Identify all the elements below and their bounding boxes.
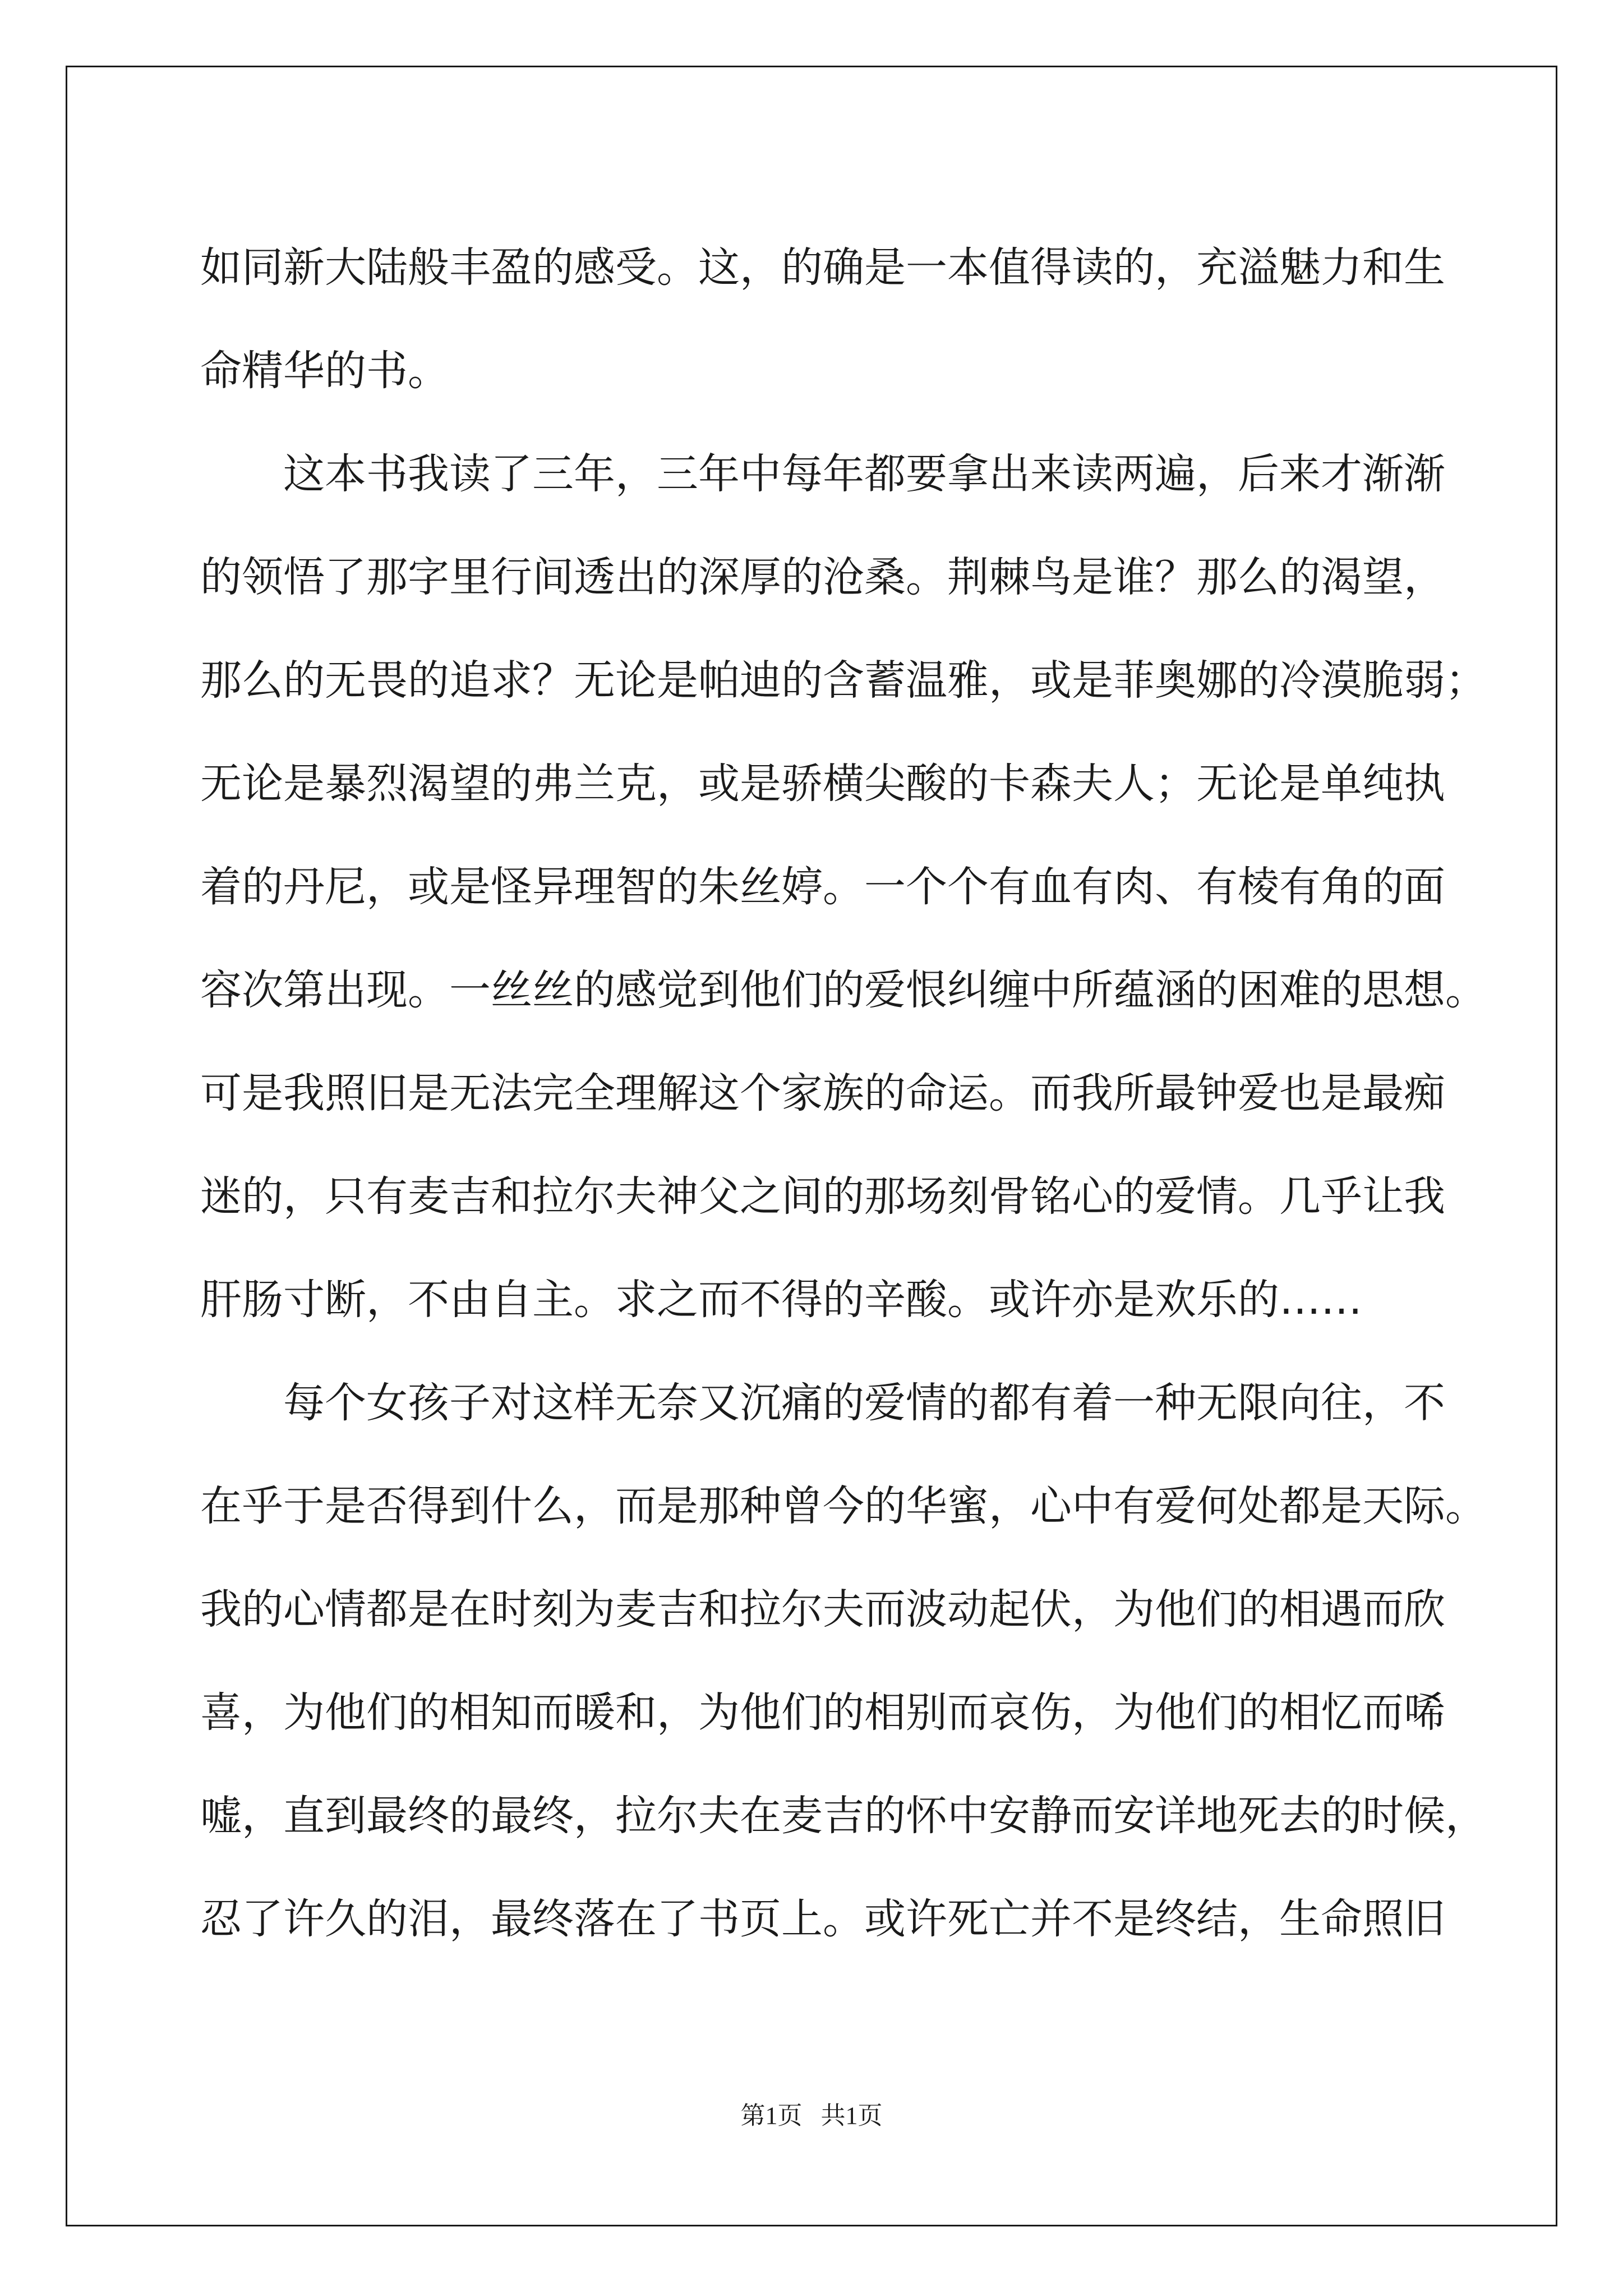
text-line: 嘘，直到最终的最终，拉尔夫在麦吉的怀中安静而安详地死去的时候，: [200, 1792, 1487, 1840]
text-line: 无论是暴烈渴望的弗兰克，或是骄横尖酸的卡森夫人；无论是单纯执: [200, 760, 1445, 808]
text-line: 这本书我读了三年，三年中每年都要拿出来读两遍，后来才渐渐: [283, 450, 1445, 498]
text-line: 迷的，只有麦吉和拉尔夫神父之间的那场刻骨铭心的爱情。几乎让我: [200, 1172, 1445, 1221]
text-line: 容次第出现。一丝丝的感觉到他们的爱恨纠缠中所蕴涵的困难的思想。: [200, 966, 1487, 1014]
text-line: 着的丹尼，或是怪异理智的朱丝婷。一个个有血有肉、有棱有角的面: [200, 863, 1445, 911]
text-line: 命精华的书。: [200, 347, 449, 395]
text-line: 在乎于是否得到什么，而是那种曾今的华蜜，心中有爱何处都是天际。: [200, 1482, 1487, 1530]
text-line: 喜，为他们的相知而暖和，为他们的相别而哀伤，为他们的相忆而唏: [200, 1688, 1445, 1737]
text-line: 如同新大陆般丰盈的感受。这，的确是一本值得读的，充溢魅力和生: [200, 243, 1445, 292]
text-line: 可是我照旧是无法完全理解这个家族的命运。而我所最钟爱也是最痴: [200, 1069, 1445, 1117]
text-line: 忍了许久的泪，最终落在了书页上。或许死亡并不是终结，生命照旧: [200, 1895, 1445, 1943]
text-line: 我的心情都是在时刻为麦吉和拉尔夫而波动起伏，为他们的相遇而欣: [200, 1585, 1445, 1634]
text-line: 肝肠寸断，不由自主。求之而不得的辛酸。或许亦是欢乐的……: [200, 1276, 1362, 1324]
text-line: 那么的无畏的追求？无论是帕迪的含蓄温雅，或是菲奥娜的冷漠脆弱；: [200, 656, 1487, 705]
page-footer: 第1页 共1页: [740, 2102, 883, 2129]
document-body: [200, 216, 1487, 1971]
text-line: 每个女孩子对这样无奈又沉痛的爱情的都有着一种无限向往，不: [283, 1379, 1445, 1427]
text-line: 的领悟了那字里行间透出的深厚的沧桑。荆棘鸟是谁？那么的渴望，: [200, 553, 1445, 601]
